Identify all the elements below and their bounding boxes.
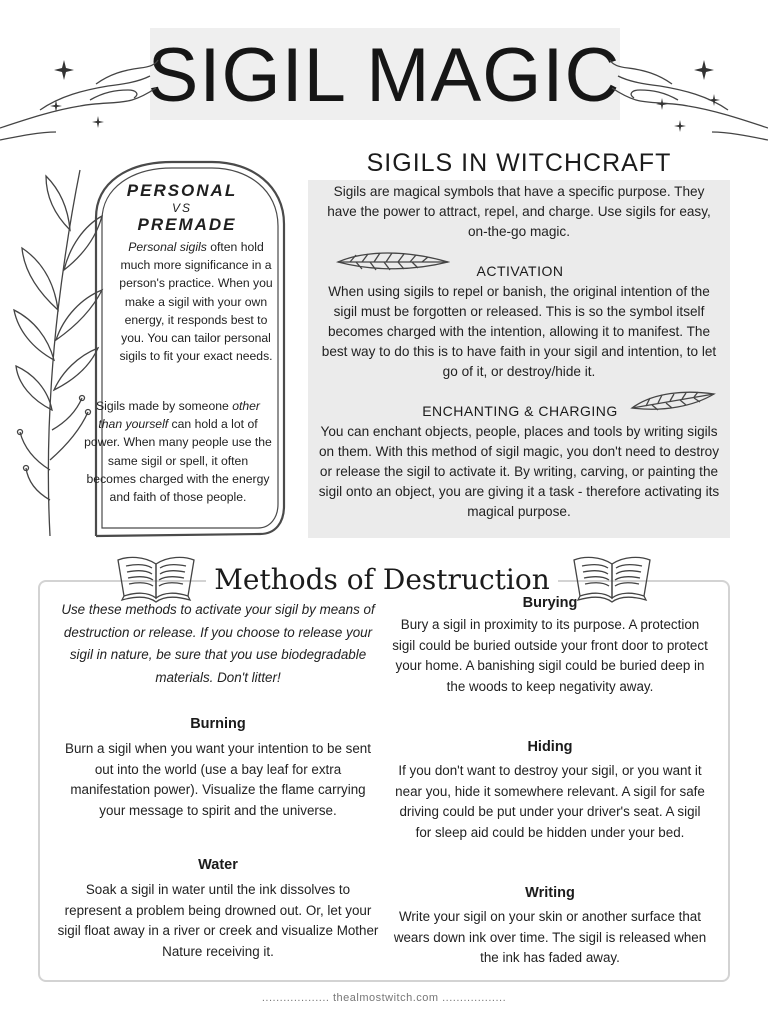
sparkle-icon xyxy=(650,56,730,136)
page-title: SIGIL MAGIC xyxy=(147,33,621,118)
footer-website[interactable]: ................... thealmostwitch.com .................. xyxy=(261,992,507,1004)
feather-icon xyxy=(630,388,716,416)
heading-personal: PERSONAL xyxy=(126,181,238,200)
methods-intro: Use these methods to activate your sigil by means of destruction or release. If you choose to release your sigil in nature, be sure that you use biodegradable materials. Don't litter! xyxy=(61,602,375,685)
heading-vs: VS xyxy=(171,201,192,215)
methods-title: Methods of Destruction xyxy=(214,563,550,596)
personal-sigils-lead: Personal sigils xyxy=(128,240,207,254)
premade-part-2: can hold a lot of power. When many people use the same sigil or spell, it often becomes charged with the energy and faith of those people. xyxy=(84,417,272,505)
hiding-text: If you don't want to destroy your sigil, or you want it near you, hide it somewhere relevant. A sigil for safe driving could be put under your driver's seat. A sigil for sleep aid could be hidden under your bed. xyxy=(395,763,705,840)
personal-sigils-text xyxy=(112,238,280,365)
activation-text: When using sigils to repel or banish, the original intention of the sigil must be forgotten or released. This is so the symbol itself becomes charged with the intention, allowing it to manifest. The best way to do this is to have faith in your sigil and intention, to let go of it, or destroy/hide it. xyxy=(321,284,717,379)
burning-heading: Burning xyxy=(190,716,246,732)
heading-premade: PREMADE xyxy=(137,215,237,234)
open-book-icon xyxy=(114,552,198,604)
sparkle-icon xyxy=(48,56,128,136)
water-text: Soak a sigil in water until the ink dissolves to represent a problem being drowned out. Or, let your sigil float away in a river or creek and visualize Mother Nature receiving it. xyxy=(57,882,379,959)
personal-vs-premade-heading xyxy=(92,182,272,234)
charging-heading: ENCHANTING & CHARGING xyxy=(422,403,618,419)
premade-part-1: Sigils made by someone xyxy=(96,399,233,413)
hiding-heading: Hiding xyxy=(527,739,573,755)
premade-sigils-text xyxy=(84,397,272,506)
premade-italic: other than yourself xyxy=(98,399,260,432)
burying-text: Bury a sigil in proximity to its purpose. A protection sigil could be buried outside your front door to protect your home. A banishing sigil could be buried deep in the woods to keep negativity away. xyxy=(392,617,708,694)
witchcraft-intro: Sigils are magical symbols that have a specific purpose. They have the power to attract, repel, and charge. Use sigils for easy, on-the-go magic. xyxy=(327,184,711,239)
witchcraft-title: SIGILS IN WITCHCRAFT xyxy=(308,146,730,180)
personal-sigils-body: often hold much more significance in a person's practice. When you make a sigil with your own energy, it responds best to you. You can tailor personal sigils to fit your exact needs. xyxy=(119,240,273,364)
burning-text: Burn a sigil when you want your intention to be sent out into the world (use a bay leaf for extra manifestation power). Visualize the flame carrying your message to spirit and the universe. xyxy=(65,741,371,818)
charging-text: You can enchant objects, people, places and tools by writing sigils on them. With this method of sigil magic, you don't need to destroy or release the sigil to activate it. By writing, carving, or painting the sigil onto an object, you are giving it a task - therefore activating its magical purpose. xyxy=(318,424,720,519)
writing-heading: Writing xyxy=(525,885,575,901)
water-heading: Water xyxy=(198,857,238,873)
activation-heading: ACTIVATION xyxy=(476,263,564,279)
burying-heading: Burying xyxy=(522,595,578,611)
writing-text: Write your sigil on your skin or another surface that wears down ink over time. The sigil is released when the ink has faded away. xyxy=(393,909,707,965)
feather-icon xyxy=(336,248,450,274)
